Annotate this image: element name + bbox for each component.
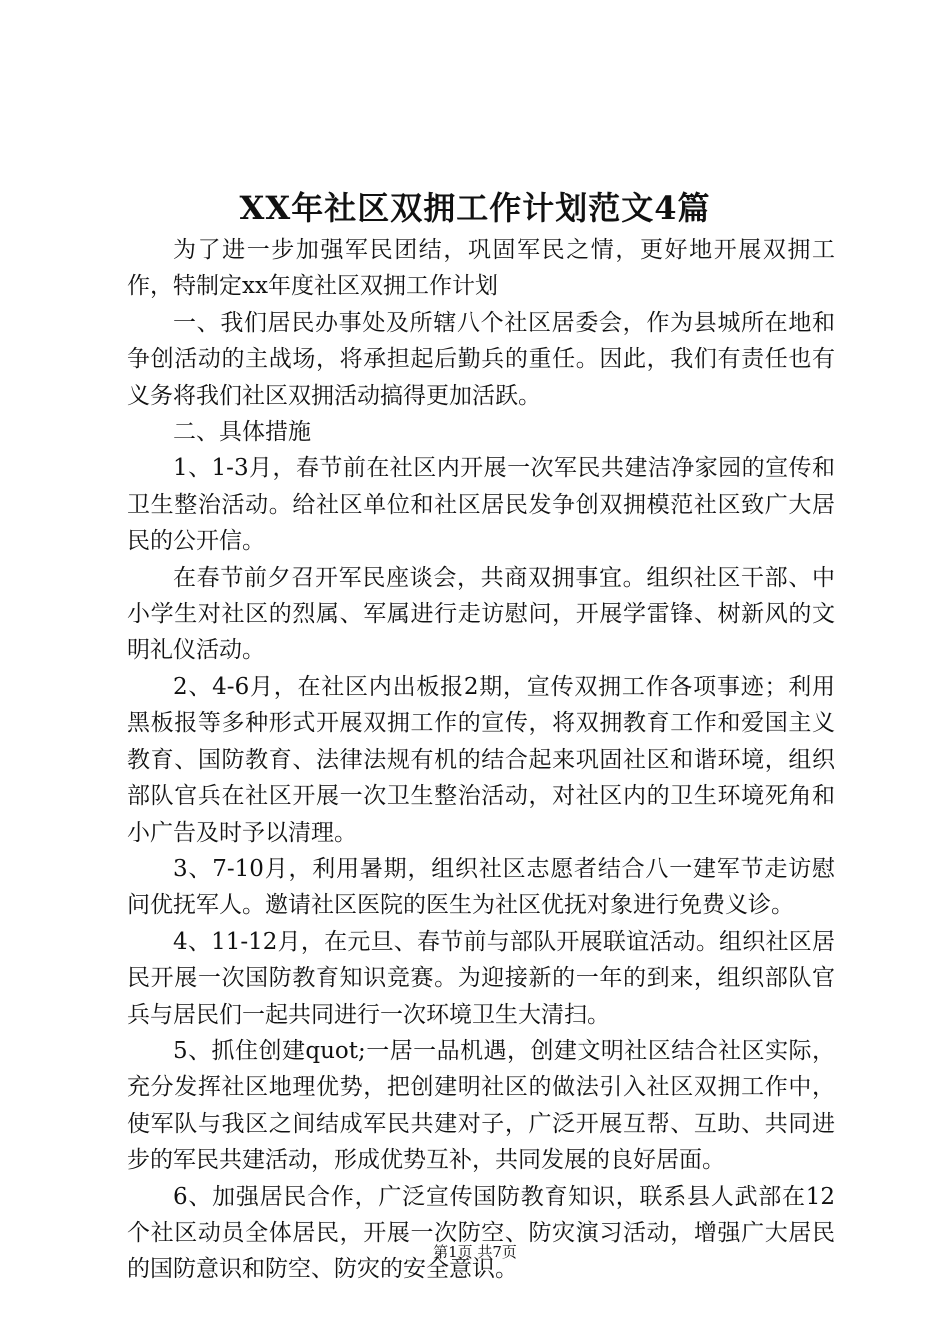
paragraph-measure-6: 6、加强居民合作，广泛宣传国防教育知识，联系县人武部在12个社区动员全体居民，开展一次防空、防灾演习活动，增强广大居民的国防意识和防空、防灾的安全意识。 — [127, 1183, 835, 1283]
page-number-footer: 第1页 共7页 — [433, 1243, 517, 1261]
document-body — [127, 232, 835, 1288]
paragraph-measure-1: 1、1-3月，春节前在社区内开展一次军民共建洁净家园的宣传和卫生整治活动。给社区单位和社区居民发争创双拥模范社区致广大居民的公开信。 — [127, 455, 835, 555]
paragraph-section-two-heading: 二、具体措施 — [173, 419, 311, 446]
paragraph-section-one: 一、我们居民办事处及所辖八个社区居委会，作为县城所在地和争创活动的主战场，将承担起后勤兵的重任。因此，我们有责任也有义务将我们社区双拥活动搞得更加活跃。 — [127, 309, 835, 409]
paragraph-measure-5: 5、抓住创建quot;一居一品机遇，创建文明社区结合社区实际，充分发挥社区地理优势，把创建明社区的做法引入社区双拥工作中，使军队与我区之间结成军民共建对子，广泛开展互帮、互助、共同进步的军民共建活动，形成优势互补，共同发展的良好居面。 — [127, 1037, 835, 1174]
paragraph-measure-4: 4、11-12月，在元旦、春节前与部队开展联谊活动。组织社区居民开展一次国防教育知识竞赛。为迎接新的一年的到来，组织部队官兵与居民们一起共同进行一次环境卫生大清扫。 — [127, 928, 835, 1028]
paragraph-intro: 为了进一步加强军民团结，巩固军民之情，更好地开展双拥工作，特制定xx年度社区双拥工作计划 — [127, 237, 835, 300]
paragraph-measure-3: 3、7-10月，利用暑期，组织社区志愿者结合八一建军节走访慰问优抚军人。邀请社区医院的医生为社区优抚对象进行免费义诊。 — [127, 855, 835, 919]
document-title: XX年社区双拥工作计划范文4篇 — [239, 189, 711, 227]
paragraph-measure-2: 2、4-6月，在社区内出板报2期，宣传双拥工作各项事迹；利用黑板报等多种形式开展双拥工作的宣传，将双拥教育工作和爱国主义教育、国防教育、法律法规有机的结合起来巩固社区和谐环境，组织部队官兵在社区开展一次卫生整治活动，对社区内的卫生环境死角和小广告及时予以清理。 — [127, 673, 835, 846]
paragraph-measure-1-cont: 在春节前夕召开军民座谈会，共商双拥事宜。组织社区干部、中小学生对社区的烈属、军属进行走访慰问，开展学雷锋、树新风的文明礼仪活动。 — [127, 564, 835, 664]
